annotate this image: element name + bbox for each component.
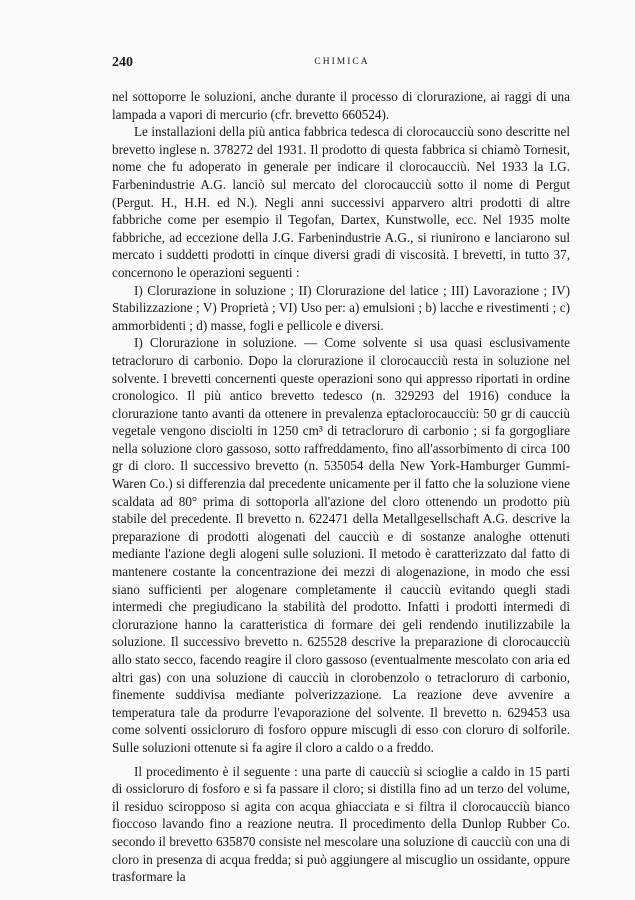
body-text [112, 88, 570, 886]
page-number: 240 [112, 55, 133, 70]
paragraph-continuation: nel sottoporre le soluzioni, anche durante il processo di clorurazione, ai raggi di una lampada a vapori di mercurio (cfr. brevetto 660524). [112, 89, 570, 122]
running-head: CHIMICA [314, 57, 370, 67]
paragraph-procedure: Il procedimento è il seguente : una parte di caucciù si scioglie a caldo in 15 parti di ossicloruro di fosforo e si fa passare il cloro; si distilla fino ad un terzo del volume, il residuo sciropposo si agita con acqua ghiacciata e si filtra il clorocaucciù bianco fioccoso lavando fino a reazione neutra. Il procedimento della Dunlop Rubber Co. secondo il brevetto 635870 consiste nel mescolare una soluzione di caucciù con una di cloro in presenza di acqua fredda; si può aggiungere al miscuglio un ossidante, oppure trasformare la [112, 763, 570, 885]
paragraph-installations: Le installazioni della più antica fabbrica tedesca di clorocaucciù sono descritte nel brevetto inglese n. 378272 del 1931. Il prodotto di questa fabbrica si chiamò Tornesit, nome che fu adoperato in generale per indicare il clorocaucciù. Nel 1933 la I.G. Farbenindustrie A.G. lanciò sul mercato del clorocaucciù sotto il nome di Pergut (Pergut. H., H.H. ed N.). Negli anni successivi apparvero altri prodotti di altre fabbriche come per esempio il Tegofan, Dartex, Kunstwolle, ecc. Nel 1935 molte fabbriche, ad eccezione della J.G. Farbenindustrie A.G., si riunirono e lanciarono sul mercato i suddetti prodotti in cinque diversi gradi di viscosità. I brevetti, in tutto 37, concernono le operazioni seguenti : [112, 124, 570, 280]
paragraph-operations-list: I) Clorurazione in soluzione ; II) Clorurazione del latice ; III) Lavorazione ; IV) Stabilizzazione ; V) Proprietà ; VI) Uso per: a) emulsioni ; b) lacche e rivestimenti ; c) ammorbidenti ; d) masse, fogli e pellicole e diversi. [112, 282, 570, 333]
paragraph-chlorination-solution: I) Clorurazione in soluzione. — Come solvente si usa quasi esclusivamente tetracloruro di carbonio. Dopo la clorurazione il clorocaucciù resta in soluzione nel solvente. I brevetti concernenti queste operazioni sono qui appresso riportati in ordine cronologico. Il più antico brevetto tedesco (n. 329293 del 1916) conduce la clorurazione tanto avanti da ottenere in prevalenza eptaclorocaucciù: 50 gr di caucciù vegetale vengono disciolti in 1250 cm³ di tetracloruro di carbonio ; si fa gorgogliare nella soluzione cloro gassoso, sotto raffreddamento, fino all'assorbimento di circa 100 gr di cloro. Il successivo brevetto (n. 535054 della New York-Hamburger Gummi-Waren Co.) si differenzia dal precedente unicamente per il fatto che la soluzione viene scaldata ad 80° prima di sottoporla all'azione del cloro ottenendo un prodotto più stabile del precedente. Il brevetto n. 622471 della Metallgesellschaft A.G. descrive la preparazione di prodotti alogenati del caucciù e di sostanze analoghe ottenuti mediante l'azione degli alogeni sulle soluzioni. Il metodo è caratterizzato dal fatto di mantenere costante la concentrazione dei mezzi di alogenazione, in modo che essi siano sufficienti per alogenare completamente il caucciù evitando quegli stadi intermedi che pregiudicano la stabilità del prodotto. Infatti i prodotti intermedi di clorurazione hanno la caratteristica di formare dei geli rendendo inutilizzabile la soluzione. Il successivo brevetto n. 625528 descrive la preparazione di clorocaucciù allo stato secco, facendo reagire il cloro gassoso (eventualmente mescolato con aria ed altri gas) con una soluzione di caucciù in clorobenzolo o tetracloruro di carbonio, finemente suddivisa mediante polverizzazione. La reazione deve avvenire a temperatura tale da produrre l'evaporazione del solvente. Il brevetto n. 629453 usa come solventi ossicloruro di fosforo oppure miscugli di esso con cloruro di solforile. Sulle soluzioni ottenute si fa agire il cloro a caldo o a freddo. [112, 335, 570, 755]
page-header [112, 55, 572, 75]
